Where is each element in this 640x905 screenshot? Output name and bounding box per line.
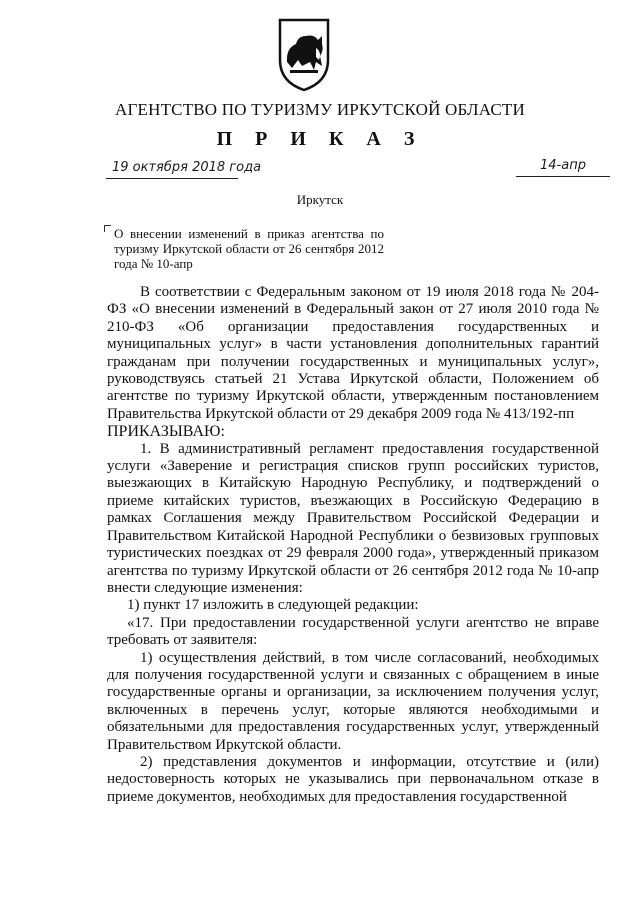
- order-date-handwritten: 19 октября 2018 года: [112, 160, 262, 175]
- preamble-paragraph: В соответствии с Федеральным законом от 19 июля 2018 года № 204-ФЗ «О внесении изменений в Федеральный закон от 27 июля 2010 года № 210-ФЗ «Об организации предоставления государственных и муниципальных услуг» в части установления дополнительных гарантий гражданам при получении государственных и муниципальных услуг», руководствуясь статьей 21 Устава Иркутской области, Положением об агентстве по туризму Иркутской области, утвержденным постановлением Правительства Иркутской области от 29 декабря 2009 года № 413/192-пп: [107, 284, 599, 422]
- point-17-2-paragraph: 2) представления документов и информации, отсутствие и (или) недостоверность которых не указывались при первоначальном отказе в приеме документов, необходимых для предоставления государственной: [107, 753, 599, 805]
- order-word: ПРИКАЗЫВАЮ:: [107, 423, 225, 441]
- point-17-paragraph: «17. При предоставлении государственной услуги агентство не вправе требовать от заявителя:: [107, 614, 599, 649]
- item-1-paragraph: 1. В административный регламент предоставления государственной услуги «Заверение и регистрация списков групп российских туристов, выезжающих в Китайскую Народную Республику, и подтверждений о приеме китайских туристов, въезжающих в Российскую Федерацию в рамках Соглашения между Правительством Российской Федерации и Правительством Китайской Народной Республики о безвизовых групповых туристических поездках от 29 февраля 2000 года», утвержденный приказом агентства по туризму Иркутской области от 26 сентября 2012 года № 10-апр внести следующие изменения:: [107, 440, 599, 596]
- agency-name: АГЕНТСТВО ПО ТУРИЗМУ ИРКУТСКОЙ ОБЛАСТИ: [115, 100, 525, 119]
- document-type-title: П Р И К А З: [216, 128, 424, 150]
- point-17-1-paragraph: 1) осуществления действий, в том числе согласований, необходимых для получения государственной услуги и связанных с обращением в иные государственные органы и организации, за исключением получения услуг, включенных в перечень услуг, которые являются необходимыми и обязательными для предоставления государственных услуг, утвержденный Правительством Иркутской области.: [107, 649, 599, 753]
- coat-of-arms-icon: [272, 14, 336, 94]
- order-subject: О внесении изменений в приказ агентства по туризму Иркутской области от 26 сентября 2012 года № 10-апр: [114, 226, 384, 271]
- order-number-handwritten: 14-апр: [540, 158, 586, 173]
- city-name: Иркутск: [296, 192, 344, 207]
- subitem-1-paragraph: 1) пункт 17 изложить в следующей редакции:: [127, 597, 419, 614]
- number-underline: [516, 176, 610, 177]
- subject-bracket-left: [104, 225, 111, 232]
- order-body: [107, 284, 599, 806]
- date-underline: [106, 178, 238, 179]
